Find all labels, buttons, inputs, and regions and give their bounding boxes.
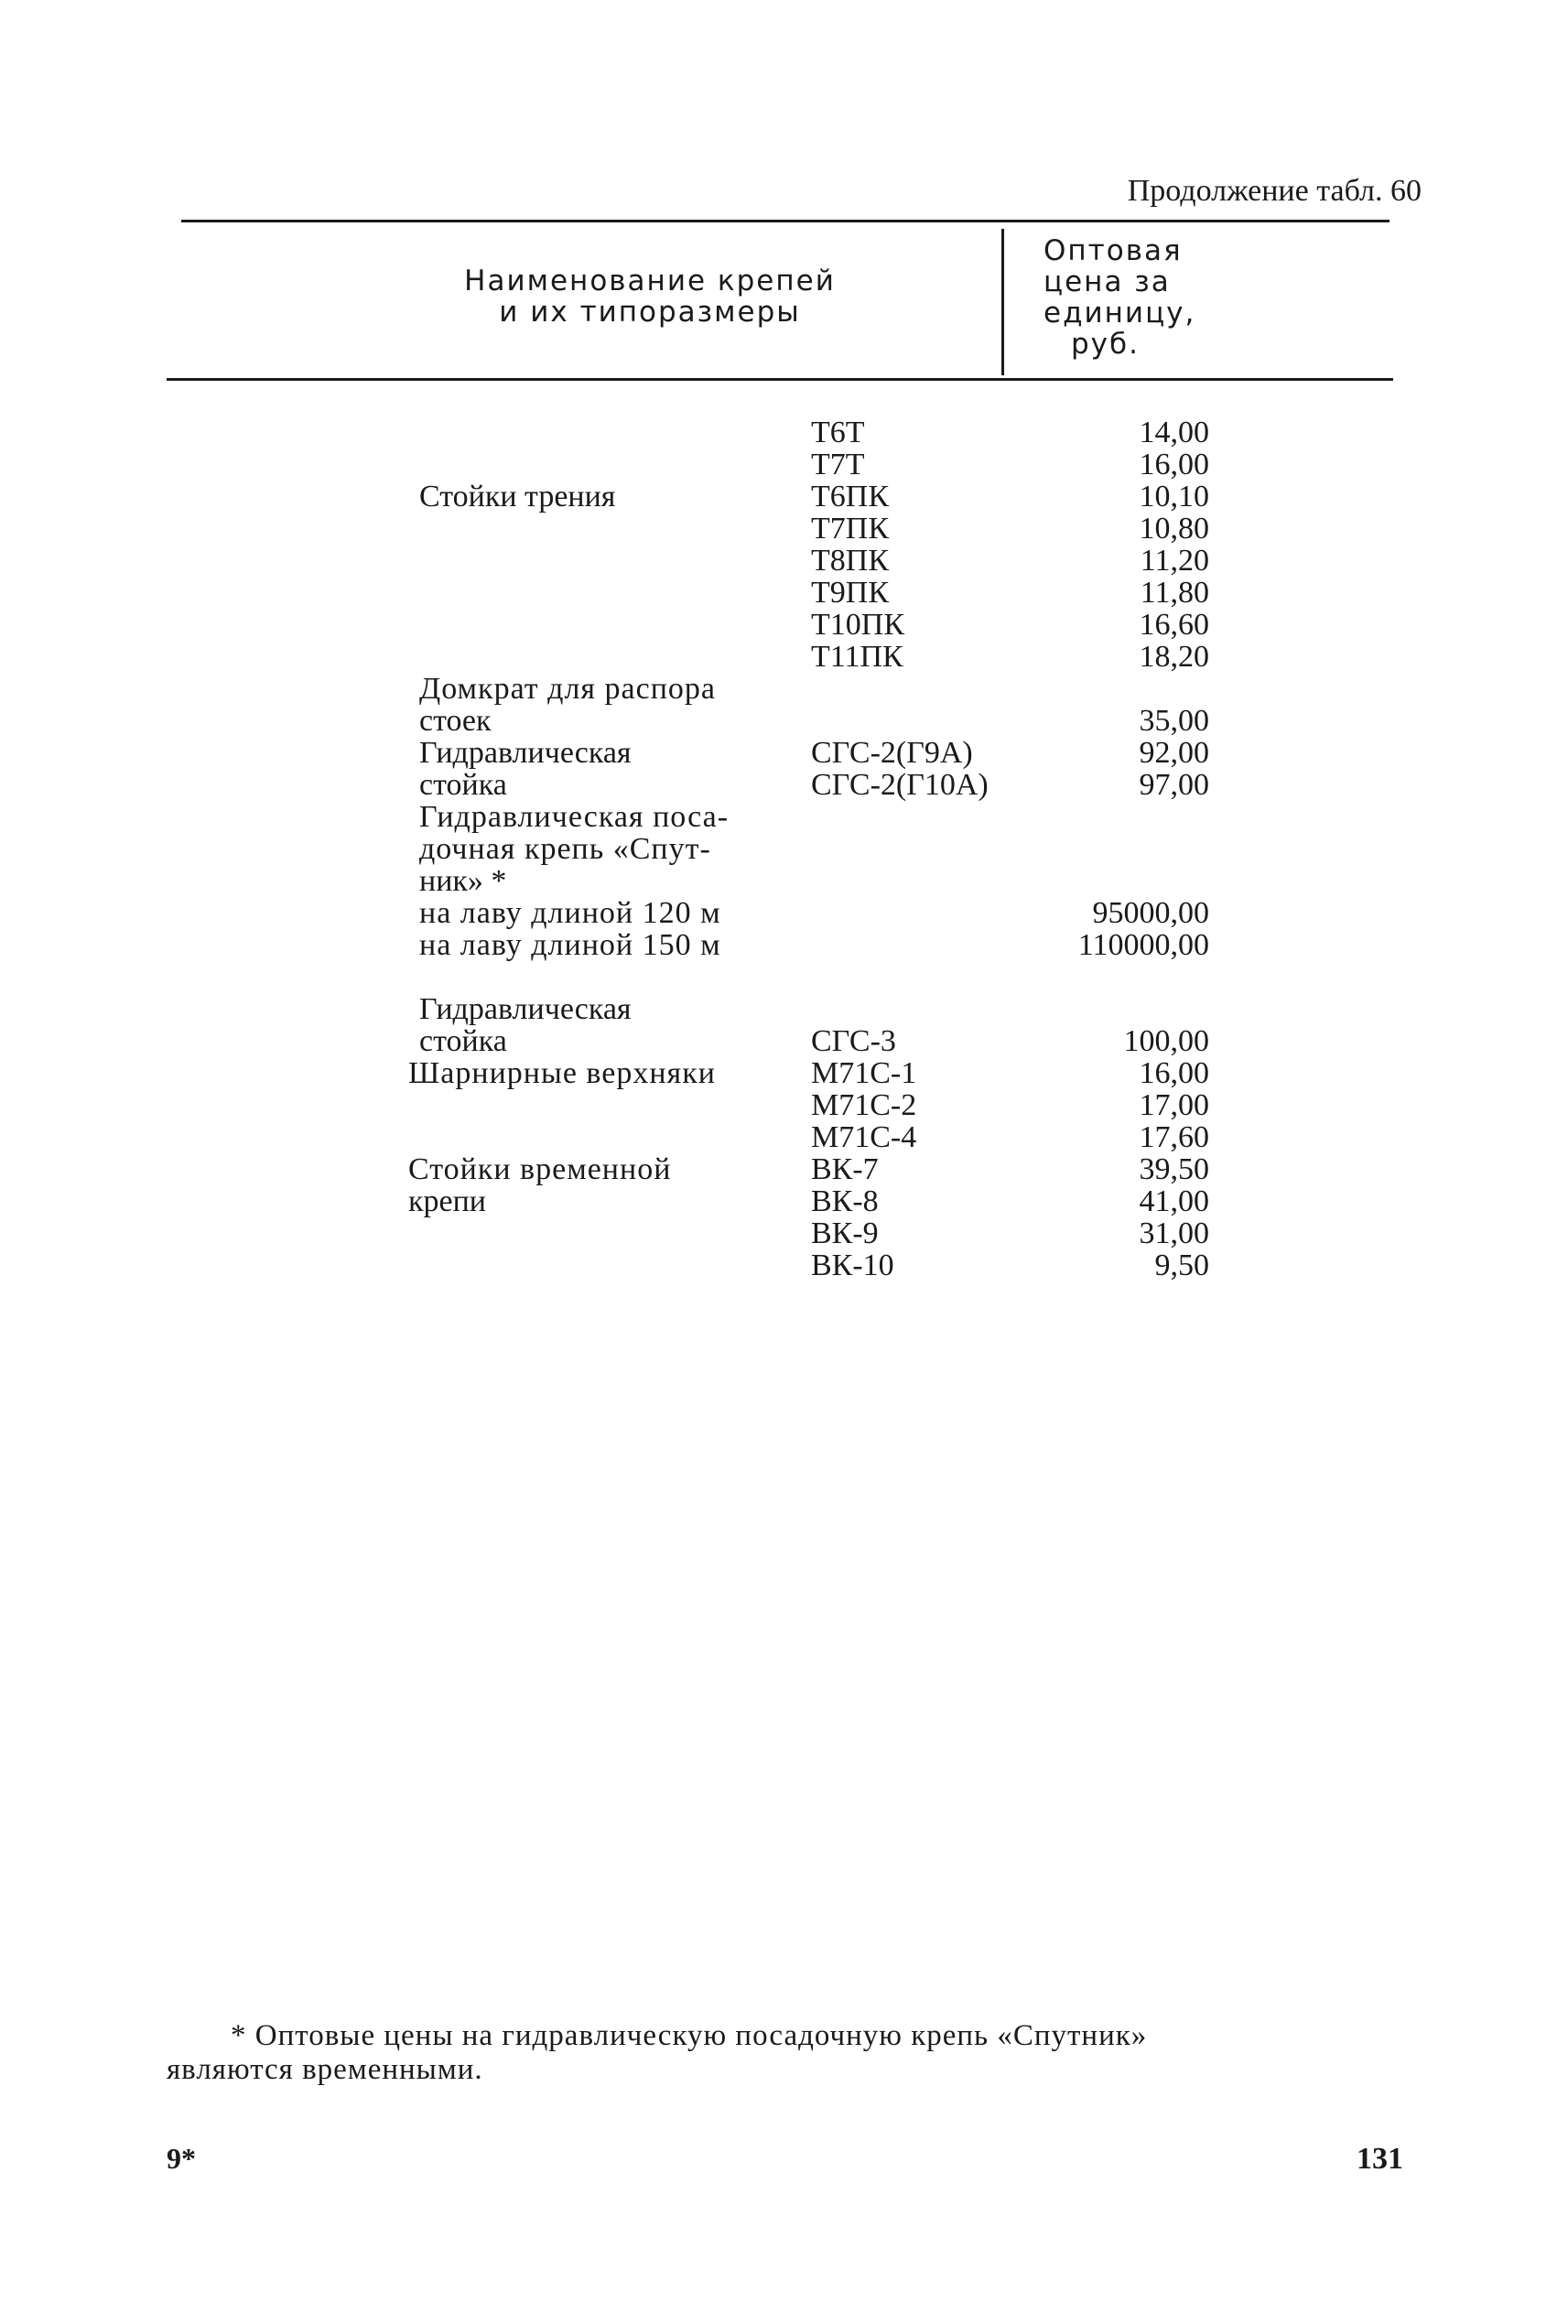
type-cell: М71С-4 [811,1120,917,1154]
price-cell: 17,60 [1139,1120,1209,1154]
header-name-column [384,265,915,328]
price-cell: 92,00 [1139,736,1209,770]
type-cell: ВК-7 [811,1152,879,1186]
type-cell: Т8ПК [811,544,889,578]
name-cell: ник» * [419,864,507,898]
price-cell: 14,00 [1139,416,1209,449]
type-cell: Т6Т [811,416,865,449]
price-cell: 17,00 [1139,1088,1209,1122]
type-cell: Т6ПК [811,480,889,513]
name-cell: стоек [419,704,492,738]
price-cell: 97,00 [1139,768,1209,802]
header-bottom-rule [167,378,1393,381]
name-cell: на лаву длиной 150 м [419,928,721,962]
price-cell: 31,00 [1139,1216,1209,1250]
price-cell: 39,50 [1139,1152,1209,1186]
header-price-line1: Оптовая [1044,234,1183,267]
name-cell: Гидравлическая [419,992,632,1026]
type-cell: Т7Т [811,448,865,481]
price-cell: 16,00 [1139,1056,1209,1090]
name-cell: Домкрат для распора [419,672,717,706]
name-cell: Шарнирные верхняки [408,1056,716,1090]
table-top-rule [181,220,1390,222]
type-cell: СГС-3 [811,1024,896,1058]
price-cell: 18,20 [1139,640,1209,674]
price-cell: 11,80 [1140,576,1209,610]
price-cell: 9,50 [1154,1248,1209,1282]
type-cell: ВК-9 [811,1216,879,1250]
name-cell: Стойки временной [408,1152,672,1186]
footnote-line1: * Оптовые цены на гидравлическую посадочную крепь «Спутник» [231,2019,1148,2052]
type-cell: ВК-8 [811,1184,879,1218]
price-cell: 41,00 [1139,1184,1209,1218]
name-cell: крепи [408,1184,486,1218]
type-cell: М71С-1 [811,1056,917,1090]
type-cell: Т9ПК [811,576,889,610]
type-cell: Т7ПК [811,512,889,546]
header-price-line4: руб. [1071,328,1140,361]
name-cell: Стойки трения [419,480,616,513]
type-cell: Т11ПК [811,640,903,674]
price-cell: 110000,00 [1077,928,1209,962]
header-price-line3: единицу, [1044,297,1196,330]
name-cell: на лаву длиной 120 м [419,896,721,930]
name-cell: стойка [419,1024,507,1058]
footnote-line2: являются временными. [167,2053,483,2086]
name-cell: Гидравлическая поса- [419,800,730,834]
price-cell: 10,10 [1139,480,1209,513]
type-cell: ВК-10 [811,1248,894,1282]
name-cell: стойка [419,768,507,802]
type-cell: СГС-2(Г10А) [811,768,989,802]
header-price-column [1044,235,1195,360]
price-cell: 100,00 [1123,1024,1209,1058]
price-cell: 16,60 [1139,608,1209,642]
continuation-label: Продолжение табл. 60 [1127,174,1422,208]
price-cell: 35,00 [1139,704,1209,738]
header-name-line2: и их типоразмеры [499,296,801,329]
price-cell: 10,80 [1139,512,1209,546]
header-price-line2: цена за [1044,265,1171,298]
page-number: 131 [1357,2142,1403,2176]
type-cell: Т10ПК [811,608,904,642]
header-column-divider [1001,229,1004,375]
price-cell: 16,00 [1139,448,1209,481]
type-cell: М71С-2 [811,1088,917,1122]
price-cell: 11,20 [1140,544,1209,578]
header-name-line1: Наименование крепей [464,265,836,297]
type-cell: СГС-2(Г9А) [811,736,973,770]
name-cell: дочная крепь «Спут- [419,832,711,866]
name-cell: Гидравлическая [419,736,632,770]
price-cell: 95000,00 [1092,896,1209,930]
signature-mark: 9* [167,2142,196,2175]
